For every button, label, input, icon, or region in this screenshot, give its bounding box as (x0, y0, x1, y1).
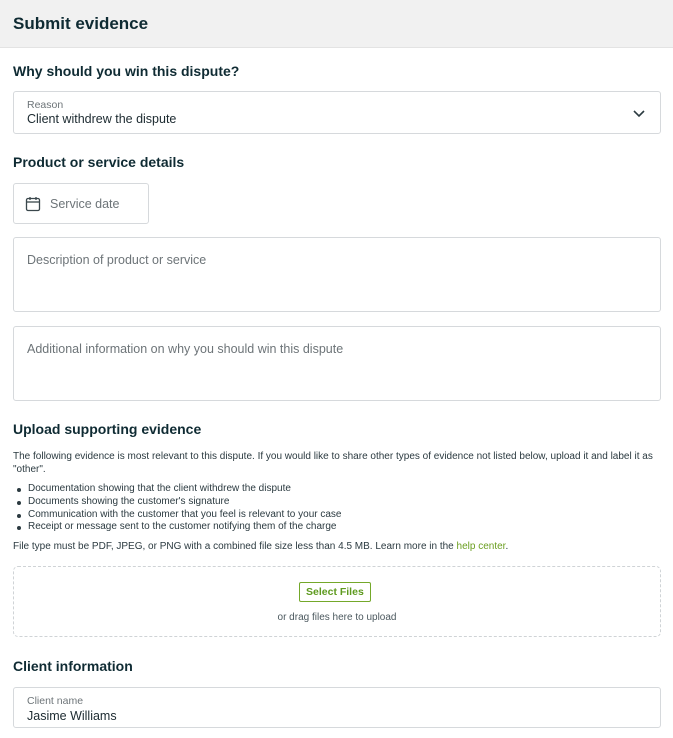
select-files-button[interactable]: Select Files (299, 582, 371, 602)
upload-heading: Upload supporting evidence (13, 421, 202, 437)
service-date-placeholder: Service date (50, 197, 120, 211)
help-center-link[interactable]: help center (456, 541, 506, 552)
description-placeholder: Description of product or service (27, 253, 207, 267)
page-title: Submit evidence (13, 14, 149, 33)
client-name-label: Client name (27, 695, 84, 707)
product-heading: Product or service details (13, 154, 185, 170)
drag-files-text: or drag files here to upload (277, 612, 397, 623)
list-item: Receipt or message sent to the customer notifying them of the charge (13, 521, 341, 534)
page-header (0, 0, 673, 48)
description-textarea[interactable] (13, 237, 661, 312)
file-requirements (13, 541, 508, 554)
upload-intro: The following evidence is most relevant to this dispute. If you would like to share other types of evidence not listed below, upload it and label it as "other". (13, 451, 653, 475)
additional-info-textarea[interactable] (13, 326, 661, 401)
evidence-list (13, 483, 341, 534)
chevron-down-icon (632, 106, 646, 120)
calendar-icon (25, 196, 41, 212)
reason-select[interactable] (13, 91, 661, 134)
client-heading: Client information (13, 658, 133, 674)
dispute-heading: Why should you win this dispute? (13, 63, 240, 79)
file-note: File type must be PDF, JPEG, or PNG with a combined file size less than 4.5 MB. Learn more in the (13, 541, 457, 552)
file-dropzone[interactable] (13, 566, 661, 637)
list-item: Communication with the customer that you feel is relevant to your case (13, 509, 341, 522)
reason-value: Client withdrew the dispute (27, 112, 177, 126)
client-name-value: Jasime Williams (27, 709, 117, 723)
service-date-input[interactable] (13, 183, 149, 224)
file-note-end: . (505, 541, 509, 552)
additional-info-placeholder: Additional information on why you should win this dispute (27, 342, 344, 356)
list-item: Documentation showing that the client withdrew the dispute (13, 483, 341, 496)
client-name-input[interactable] (13, 687, 661, 728)
reason-label: Reason (27, 99, 64, 111)
list-item: Documents showing the customer's signature (13, 496, 341, 509)
